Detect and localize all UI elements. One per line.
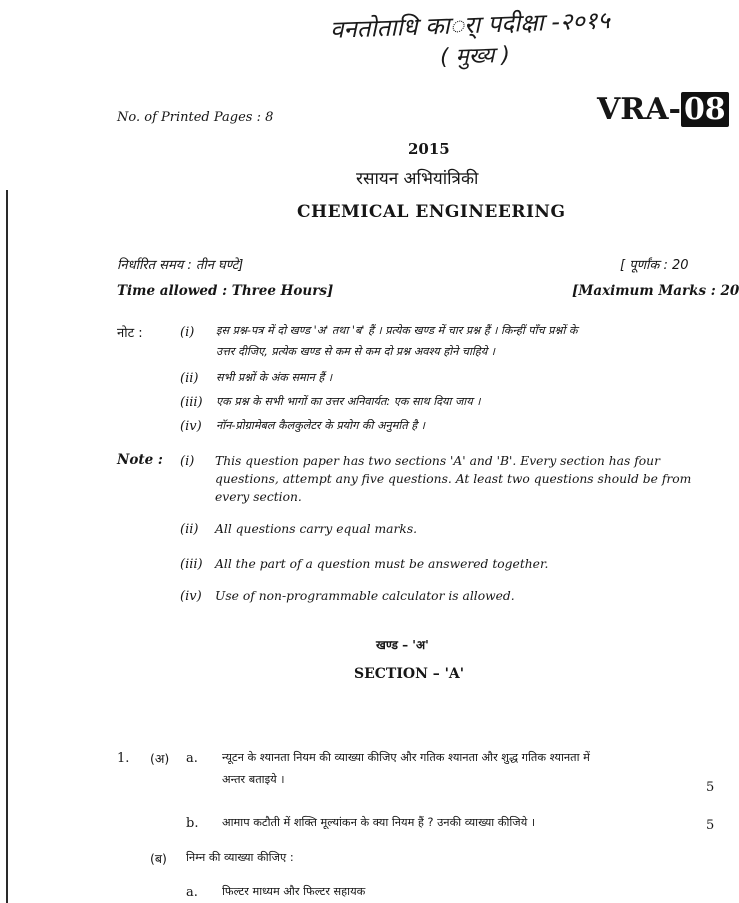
handwritten-subnote: ( मुख्य ) xyxy=(439,42,511,71)
paper-code-prefix: VRA- xyxy=(597,92,681,127)
section-heading-hindi: खण्ड – 'अ' xyxy=(376,638,429,652)
english-note-1-line3: every section. xyxy=(215,490,302,504)
marks-english: [Maximum Marks : 20 xyxy=(572,283,739,299)
hindi-note-3: एक प्रश्न के सभी भागों का उत्तर अनिवार्यत: एक साथ दिया जाय । xyxy=(216,395,481,408)
subpart-b-line1: आमाप कटौती में शक्ति मूल्यांकन के क्या नियम हैं ? उनकी व्याख्या कीजिये । xyxy=(222,816,536,829)
english-note-2: All questions carry equal marks. xyxy=(215,522,418,536)
paper-code-suffix: 08 xyxy=(681,92,729,127)
english-note-3: All the part of a question must be answered together. xyxy=(215,557,549,571)
subpart-a-marks: 5 xyxy=(706,780,715,795)
time-english: Time allowed : Three Hours] xyxy=(117,283,334,299)
part-b-subpart-a-label: a. xyxy=(186,885,198,900)
marks-hindi: [ पूर्णांक : 20 xyxy=(620,258,689,273)
subpart-a-line1: न्यूटन के श्यानता नियम की व्याख्या कीजिए और गतिक श्यानता और शुद्ध गतिक श्यानता में xyxy=(222,751,590,764)
question-part-b-label: (ब) xyxy=(150,851,167,866)
english-note-num-4: (iv) xyxy=(180,589,202,604)
section-heading-english: SECTION – 'A' xyxy=(354,666,465,682)
hindi-note-num-3: (iii) xyxy=(180,395,203,410)
note-label-hindi: नोट : xyxy=(117,326,143,341)
english-note-num-3: (iii) xyxy=(180,557,203,572)
printed-pages: No. of Printed Pages : 8 xyxy=(117,110,274,125)
english-note-num-1: (i) xyxy=(180,454,195,469)
time-hindi: निर्धारित समय : तीन घण्टे] xyxy=(117,258,244,273)
subpart-a-line2: अन्तर बताइये । xyxy=(222,773,285,786)
binding-edge-line xyxy=(6,190,8,903)
paper-code xyxy=(597,92,729,127)
question-part-a-label: (अ) xyxy=(150,751,170,766)
question-number: 1. xyxy=(117,751,130,766)
subpart-b-label: b. xyxy=(186,816,199,831)
exam-year: 2015 xyxy=(408,140,450,158)
english-note-4: Use of non-programmable calculator is allowed. xyxy=(215,589,515,603)
hindi-note-num-4: (iv) xyxy=(180,419,202,434)
hindi-note-2: सभी प्रश्नों के अंक समान हैं । xyxy=(216,371,333,384)
subject-english: CHEMICAL ENGINEERING xyxy=(297,202,566,222)
english-note-num-2: (ii) xyxy=(180,522,199,537)
part-b-subpart-a-line: फिल्टर माध्यम और फिल्टर सहायक xyxy=(222,885,366,898)
part-b-instruction: निम्न की व्याख्या कीजिए : xyxy=(186,851,294,864)
subpart-a-label: a. xyxy=(186,751,198,766)
english-note-1-line2: questions, attempt any five questions. At least two questions should be from xyxy=(215,472,692,486)
english-note-1-line1: This question paper has two sections 'A' and 'B'. Every section has four xyxy=(215,454,660,468)
hindi-note-4: नॉन-प्रोग्रामेबल कैलकुलेटर के प्रयोग की अनुमति है । xyxy=(216,419,425,432)
subpart-b-marks: 5 xyxy=(706,818,715,833)
hindi-note-num-2: (ii) xyxy=(180,371,199,386)
hindi-note-1-line1: इस प्रश्न-पत्र में दो खण्ड 'अ' तथा 'ब' हैं । प्रत्येक खण्ड में चार प्रश्न हैं । किन्हीं पाँच प्रश्नों के xyxy=(216,324,578,337)
hindi-note-1-line2: उत्तर दीजिए, प्रत्येक खण्ड से कम से कम दो प्रश्न अवश्य होने चाहिये । xyxy=(216,345,496,358)
handwritten-annotation: वनतोताधि कार्ा पदीक्षा -२०१५ xyxy=(329,6,611,44)
hindi-note-num-1: (i) xyxy=(180,325,195,340)
note-label-english: Note : xyxy=(117,452,163,468)
subject-hindi: रसायन अभियांत्रिकी xyxy=(356,169,479,189)
